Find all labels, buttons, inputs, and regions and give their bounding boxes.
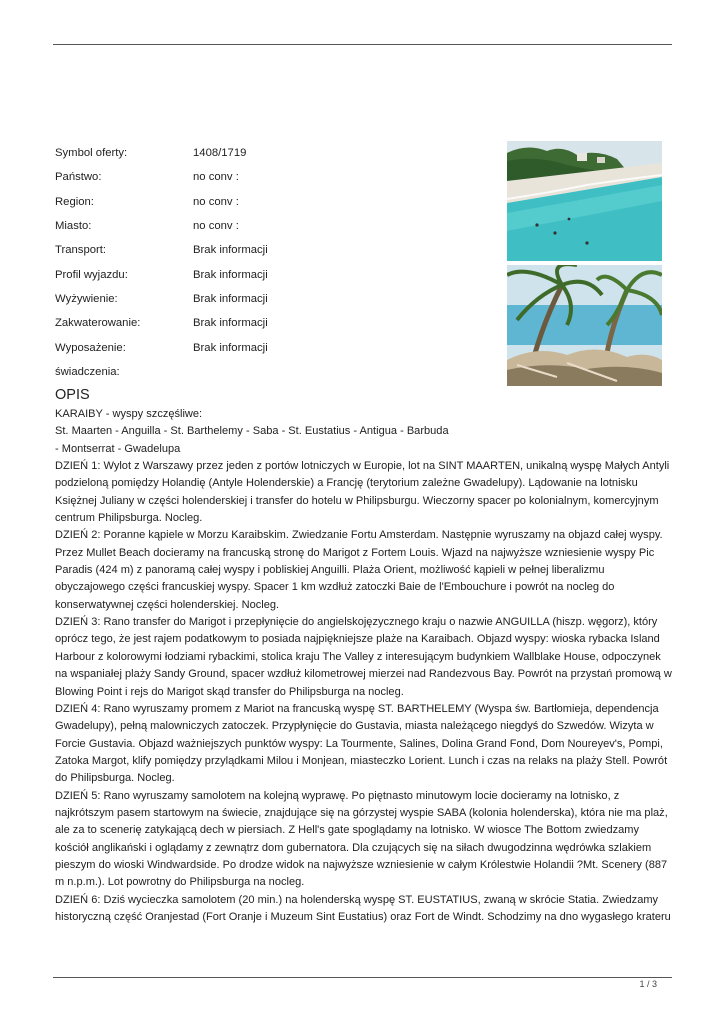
field-label: świadczenia:	[55, 365, 120, 378]
beach-photo	[507, 141, 662, 261]
palms-photo	[507, 265, 662, 386]
field-label: Region:	[55, 195, 94, 208]
field-label: Profil wyjazdu:	[55, 268, 128, 281]
section-title: OPIS	[55, 387, 90, 403]
field-transport	[55, 238, 495, 262]
day-paragraph: DZIEŃ 6: Dziś wycieczka samolotem (20 min.) na holenderską wyspę ST. EUSTATIUS, zwaną w skrócie Statia. Zwiedzamy historyczną część Oranjestad (Fort Oranje i Muzeum Sint Eustatius) oraz Fort de Windt. Schodzimy na dno wygasłego krateru	[55, 893, 671, 923]
field-label: Miasto:	[55, 220, 92, 233]
day-paragraph: DZIEŃ 3: Rano transfer do Marigot i przepłynięcie do angielskojęzycznego kraju o nazwie ANGUILLA (hiszp. węgorz), który oprócz tego, że jest rajem podatkowym to posiada najpiękniejsze plaże na Karaibach. Objazd wyspy: wioska rybacka Island Harbour z kolorowymi łodziami rybackimi, stolica kraju The Valley z interesującym budynkiem Wallblake House, odpoczynek na wspaniałej plaży Sandy Ground, spacer wzdłuż kilometrowej mierzei nad Randezvous Bay. Powrót na przystań promową w Blowing Point i rejs do Marigot skąd transfer do Philipsburga na nocleg.	[55, 616, 672, 698]
header-rule	[53, 44, 672, 45]
field-equipment	[55, 335, 495, 359]
field-profile	[55, 262, 495, 286]
field-value: Brak informacji	[193, 244, 268, 257]
field-value: no conv :	[193, 171, 239, 184]
day-paragraph: DZIEŃ 5: Rano wyruszamy samolotem na kolejną wyprawę. Po piętnasto minutowym locie docieramy na lotnisko, z najkrótszym pasem startowym na świecie, znajdujące się na górzystej wyspie SABA (kolonia holenderska), która nie ma plaż, ale za to scenerię zatykającą dech w piersiach. Z Hell's gate spoglądamy na lotnisko. W wiosce The Bottom zwiedzamy kościół anglikański i oglądamy z zewnątrz dom gubernatora. Dla czujących się na siłach dwugodzinna wędrówka szlakiem pieszym do wioski Windwardside. Po drodze widok na najwyższe wzniesienie w całym Królestwie Holandii ?Mt. Scenery (887 m n.p.m.). Lot powrotny do Philipsburga na nocleg.	[55, 789, 668, 889]
field-country	[55, 165, 495, 189]
intro-line: KARAIBY - wyspy szczęśliwe:	[55, 408, 203, 420]
field-region	[55, 190, 495, 214]
field-value: Brak informacji	[193, 341, 268, 354]
field-value: 1408/1719	[193, 147, 247, 160]
field-meals	[55, 287, 495, 311]
intro-line: - Montserrat - Gwadelupa	[55, 442, 181, 455]
description	[55, 406, 675, 926]
field-label: Zakwaterowanie:	[55, 317, 141, 330]
intro-line: St. Maarten - Anguilla - St. Barthelemy - Saba - St. Eustatius - Antigua - Barbuda	[55, 425, 449, 438]
field-value: Brak informacji	[193, 268, 268, 281]
field-value: no conv :	[193, 195, 239, 208]
field-label: Wyposażenie:	[55, 341, 126, 354]
field-label: Transport:	[55, 244, 107, 257]
day-paragraph: DZIEŃ 4: Rano wyruszamy promem z Mariot na francuską wyspę ST. BARTHELEMY (Wyspa św. Bartłomieja, dependencja Gwadelupy), pełną malowniczych zatoczek. Przypłynięcie do Gustavia, miasta należącego niegdyś do Szwedów. Wizyta w Forcie Gustavia. Objazd ważniejszych punktów wyspy: La Tourmente, Salines, Dolina Grand Fond, Dom Noureyev's, Pompi, Zatoka Margot, klify pomiędzy przylądkami Milou i Monjean, miasteczko Lorient. Lunch i czas na relaks na plaży Stell. Powrót do Philipsburga. Nocleg.	[55, 702, 668, 785]
field-accommodation	[55, 311, 495, 335]
field-services	[55, 360, 495, 384]
footer-rule	[53, 977, 672, 978]
field-label: Wyżywienie:	[55, 292, 118, 305]
field-value: no conv :	[193, 220, 239, 233]
field-city	[55, 214, 495, 238]
field-symbol	[55, 141, 495, 165]
day-paragraph: DZIEŃ 1: Wylot z Warszawy przez jeden z portów lotniczych w Europie, lot na SINT MAARTEN, unikalną wyspę Małych Antyli podzieloną pomiędzy Holandię (Antyle Holenderskie) a Francję (terytorium zależne Gwadelupy). Lądowanie na lotnisku Księżnej Juliany w części holenderskiej i transfer do hotelu w Philipsburgu. Wieczorny spacer po kolonialnym, komercyjnym centrum Philipsburga. Nocleg.	[55, 460, 670, 525]
field-value: Brak informacji	[193, 292, 268, 305]
day-paragraph: DZIEŃ 2: Poranne kąpiele w Morzu Karaibskim. Zwiedzanie Fortu Amsterdam. Następnie wyruszamy na objazd całej wyspy. Przez Mullet Beach docieramy na francuską stronę do Marigot z Fortem Louis. Wjazd na najwyższe wzniesienie wyspy Pic Paradis (424 m) z panoramą całej wyspy i pobliskiej Anguilli. Plaża Orient, możliwość kąpieli w pełnej liberalizmu obyczajowego części francuskiej wyspy. Spacer 1 km wzdłuż zatoczki Baie de l'Embouchure i powrót na nocleg do konserwatywnej części holenderskiej. Nocleg.	[55, 529, 663, 611]
offer-details	[55, 141, 495, 384]
page-number: 1 / 3	[639, 979, 657, 989]
field-label: Państwo:	[55, 171, 102, 184]
field-label: Symbol oferty:	[55, 147, 128, 160]
field-value: Brak informacji	[193, 317, 268, 330]
